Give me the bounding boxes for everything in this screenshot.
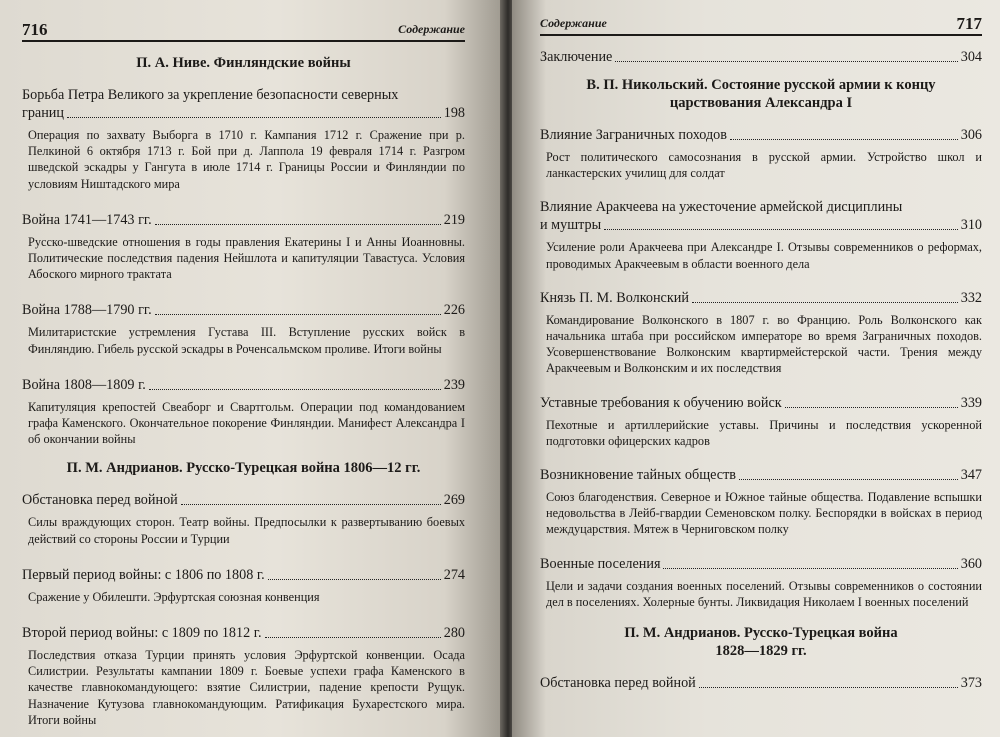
left-running-head (22, 10, 465, 42)
entry-page: 373 (960, 675, 982, 692)
section-heading: П. М. Андрианов. Русско-Турецкая война 1806—12 гг. (66, 460, 421, 477)
dot-leader (155, 224, 441, 225)
dot-leader (663, 568, 957, 569)
entry-title: Второй период войны: с 1809 по 1812 г. (22, 625, 262, 642)
dot-leader (67, 117, 441, 118)
section-heading-line: царствования Александра I (669, 95, 853, 111)
section-heading (540, 76, 982, 112)
right-running-title: Содержание (540, 16, 607, 30)
entry-summary: Союз благоденствия. Северное и Южное тайные общества. Подавление вспышки недовольства в Лейб-гвардии Семеновском полку. Беспорядки в войсках в период междуцарствия. Мятеж в Черниговском полку (546, 490, 982, 537)
entry-summary: Операция по захвату Выборга в 1710 г. Кампания 1712 г. Сражение при р. Пелкиной 6 октября 1713 г. Бой при д. Лаппола 19 февраля 1714 г. Разгром шведской эскадры у Гангута в июле 1714 г. Границы России и Финляндии по условиям Ништадского мира (28, 128, 465, 191)
entry-summary: Рост политического самосознания в русской армии. Устройство школ и ланкастерских училищ для солдат (546, 150, 982, 181)
entry-page: 269 (443, 492, 465, 509)
entry-title-cont: границ (22, 105, 64, 121)
entry-title: Заключение (540, 49, 613, 65)
entry-title: Влияние Заграничных походов (540, 127, 727, 143)
entry-summary: Командирование Волконского в 1807 г. во Францию. Роль Волконского как начальника штаба при российском императоре во время Заграничных походов. Усовершенствование Волконским квартирмейстерской части. Трения между Аракчеевым и Волконским и их последствия (546, 312, 982, 376)
entry-title: Влияние Аракчеева на ужесточение армейской дисциплины (540, 199, 903, 216)
entry-summary: Русско-шведские отношения в годы правления Екатерины I и Анны Иоанновны. Политические последствия падения Нейшлота и капитуляции Тавастуса. Условия Абоского мирного трактата (28, 234, 465, 282)
dot-leader (268, 579, 441, 580)
toc-entry[interactable] (540, 126, 982, 181)
entry-page: 219 (443, 211, 465, 228)
entry-title: Война 1808—1809 г. (22, 376, 146, 393)
section-heading: П. А. Ниве. Финляндские войны (136, 55, 351, 71)
dot-leader (739, 479, 958, 480)
entry-page: 226 (443, 302, 465, 319)
entry-summary: Цели и задачи создания военных поселений. Отзывы современников о состоянии дел в поселениях. Холерные бунты. Ликвидация Николаем I военных поселений (546, 578, 982, 609)
dot-leader (181, 504, 441, 505)
entry-title: Первый период войны: с 1806 по 1808 г. (22, 566, 265, 583)
toc-entry[interactable] (22, 211, 465, 283)
dot-leader (692, 302, 958, 303)
entry-summary: Милитаристские устремления Густава III. Вступление русских войск в Финляндию. Гибель русской эскадры в Роченсальмском проливе. Итоги войны (28, 325, 465, 356)
entry-page: 332 (960, 289, 982, 306)
section-heading-line: 1828—1829 гг. (715, 643, 807, 660)
toc-entry[interactable] (540, 394, 982, 449)
dot-leader (730, 139, 958, 140)
entry-title: Князь П. М. Волконский (540, 289, 689, 306)
right-page (512, 0, 1000, 737)
toc-entry[interactable] (22, 86, 465, 192)
section-heading-line: В. П. Никольский. Состояние русской армии к концу (586, 77, 936, 93)
section-heading-line: П. М. Андрианов. Русско-Турецкая война (624, 625, 898, 642)
entry-summary: Усиление роли Аракчеева при Александре I. Отзывы современников о реформах, проводимых Аракчеевым в области военного дела (546, 240, 982, 271)
toc-entry[interactable] (22, 376, 465, 448)
entry-page: 239 (443, 376, 465, 393)
dot-leader (615, 61, 957, 62)
section-heading (540, 624, 982, 660)
dot-leader (265, 637, 441, 638)
toc-entry[interactable] (22, 566, 465, 605)
entry-title: Обстановка перед войной (22, 492, 178, 509)
toc-entry[interactable] (540, 48, 982, 66)
entry-page: 306 (960, 127, 982, 143)
entry-title: Обстановка перед войной (540, 675, 696, 692)
toc-entry[interactable] (540, 198, 982, 271)
entry-summary: Последствия отказа Турции принять условия Эрфуртской конвенции. Осада Силистрии. Результаты кампании 1809 г. Боевые успехи графа Каменского в качестве главнокомандующего: взятие Силистрии, падение крепости Рущук. Назначение Кутузова главнокомандующим. Ратификация Бухарестского мира. Итоги войны (28, 648, 465, 727)
dot-leader (699, 687, 958, 688)
entry-title-cont: и муштры (540, 217, 602, 234)
toc-entry[interactable] (22, 491, 465, 546)
entry-page: 347 (960, 467, 982, 484)
entry-page: 310 (960, 217, 982, 234)
entry-summary: Сражение у Обилешти. Эрфуртская союзная конвенция (28, 589, 320, 604)
entry-page: 304 (960, 49, 982, 65)
right-page-number: 717 (956, 14, 982, 33)
dot-leader (785, 407, 958, 408)
left-page-number: 716 (22, 20, 48, 39)
entry-summary: Пехотные и артиллерийские уставы. Причины и последствия ускоренной подготовки офицерских кадров (546, 417, 982, 448)
entry-title: Борьба Петра Великого за укрепление безопасности северных (22, 87, 399, 103)
entry-title: Уставные требования к обучению войск (540, 394, 782, 411)
toc-entry[interactable] (22, 624, 465, 728)
right-running-head (540, 8, 982, 36)
entry-title: Военные поселения (540, 555, 661, 572)
entry-title: Возникновение тайных обществ (540, 467, 736, 484)
entry-title: Война 1788—1790 гг. (22, 302, 152, 319)
toc-entry[interactable] (540, 674, 982, 692)
entry-page: 274 (443, 566, 465, 583)
entry-page: 198 (443, 105, 465, 121)
dot-leader (604, 229, 958, 230)
left-running-title: Содержание (398, 22, 465, 36)
toc-entry[interactable] (540, 466, 982, 538)
entry-page: 360 (960, 555, 982, 572)
entry-title: Война 1741—1743 гг. (22, 211, 152, 228)
entry-summary: Силы враждующих сторон. Театр войны. Предпосылки к развертыванию боевых действий со стороны России и Турции (28, 515, 465, 546)
dot-leader (155, 314, 441, 315)
entry-page: 339 (960, 394, 982, 411)
toc-entry[interactable] (540, 555, 982, 610)
toc-entry[interactable] (540, 289, 982, 377)
entry-summary: Капитуляция крепостей Свеаборг и Свартгольм. Операции под командованием графа Каменского. Окончательное покорение Финляндии. Манифест Александра I об окончании войны (28, 399, 465, 447)
dot-leader (149, 389, 441, 390)
entry-page: 280 (443, 625, 465, 642)
toc-entry[interactable] (22, 301, 465, 356)
